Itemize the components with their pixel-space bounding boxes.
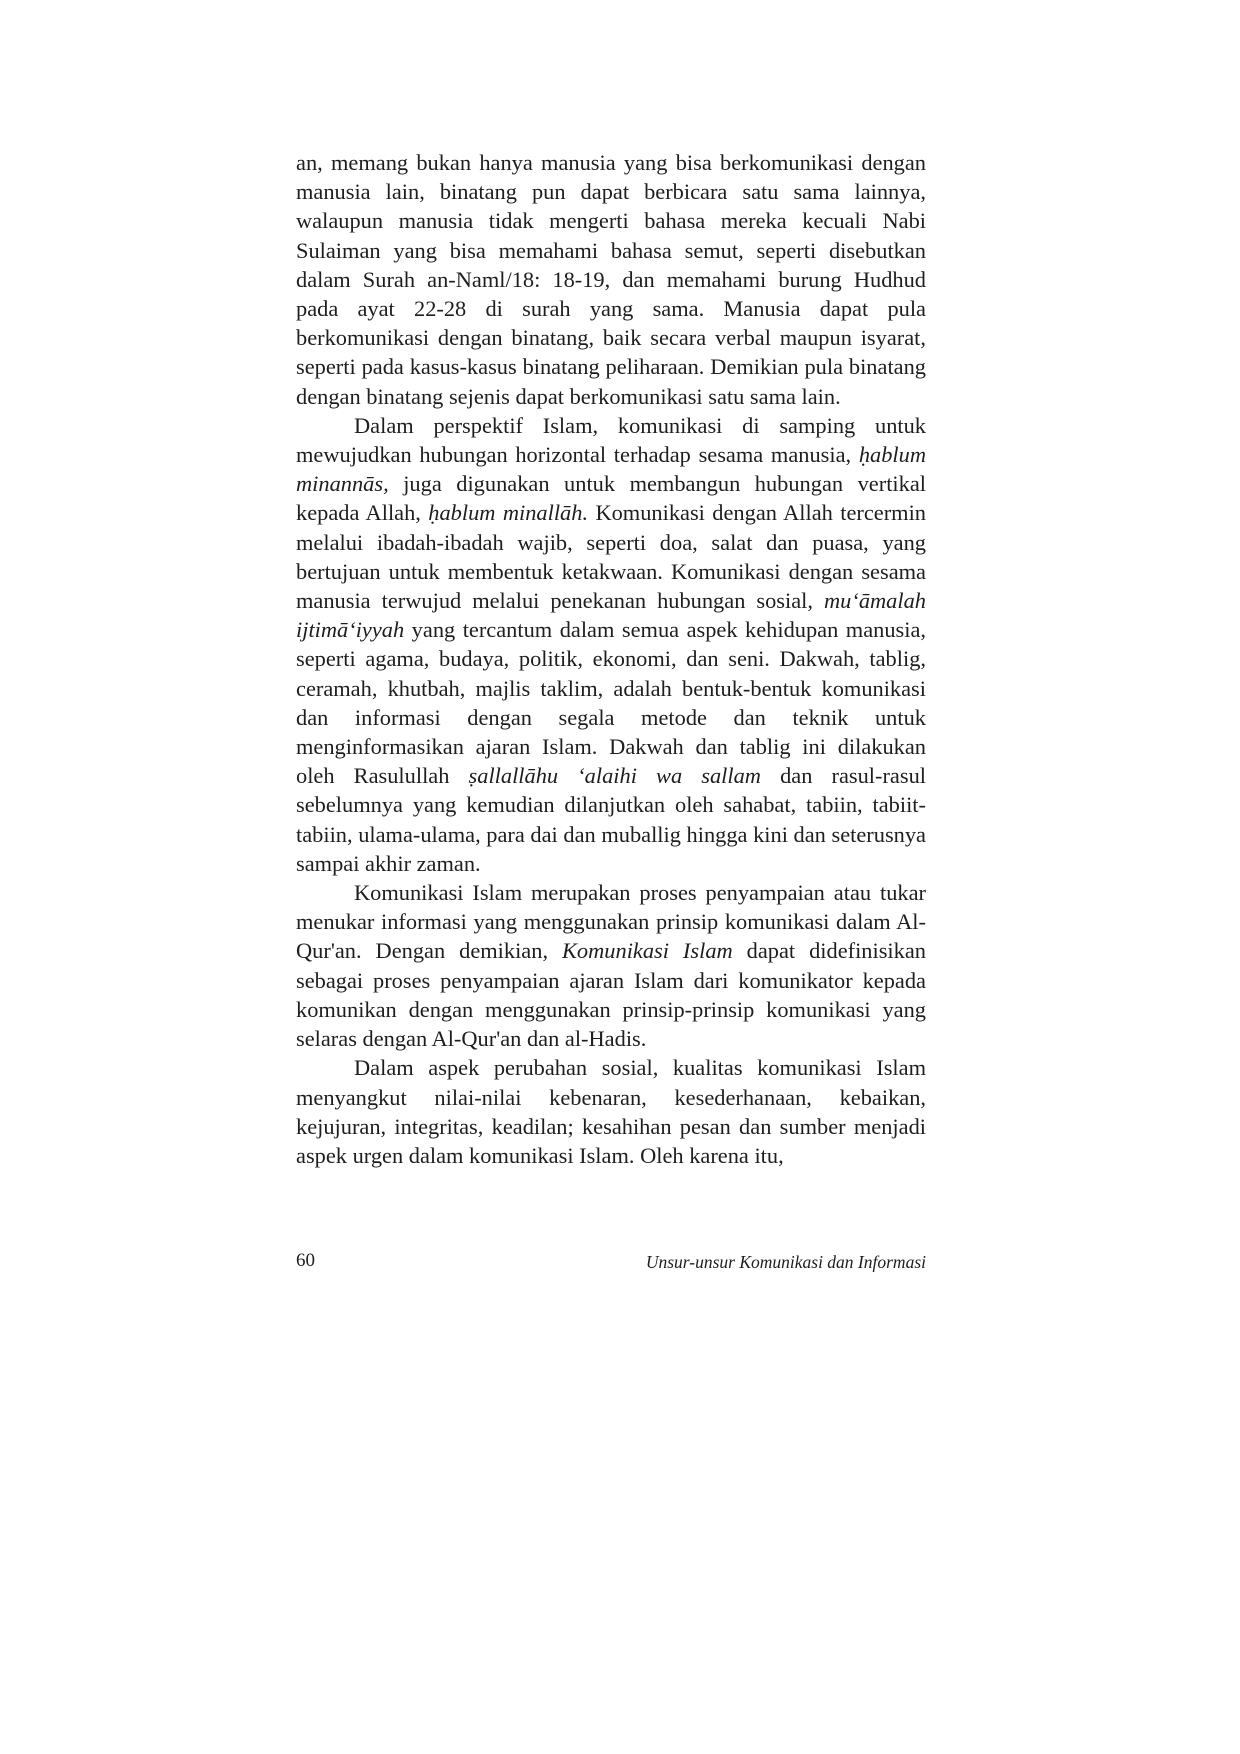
body-text — [296, 148, 926, 1170]
paragraph-3 — [296, 878, 926, 1053]
page-footer — [296, 1248, 926, 1278]
paragraph-3-part-2: dapat didefinisikan sebagai proses penyampaian ajaran Islam dari komunikator kepada komunikan dengan menggunakan prinsip-prinsip komunikasi yang selaras dengan Al-Qur'an dan al-Hadis. — [296, 938, 926, 1052]
paragraph-2-italic-4: ṣallallāhu ‘alaihi wa sallam — [468, 763, 761, 789]
running-title: Unsur-unsur Komunikasi dan Informasi — [645, 1252, 926, 1272]
paragraph-2-part-5: dan rasul-rasul sebelumnya yang kemudian dilanjutkan oleh sahabat, tabiin, tabiit-tabiin, ulama-ulama, para dai dan muballig hingga kini dan seterusnya sampai akhir zaman. — [296, 763, 927, 876]
paragraph-1-text: an, memang bukan hanya manusia yang bisa berkomunikasi dengan manusia lain, binatang pun dapat berbicara satu sama lainnya, walaupun manusia tidak mengerti bahasa mereka kecuali Nabi Sulaiman yang bisa memahami bahasa semut, seperti disebutkan dalam Surah an-Naml/18: 18-19, dan memahami burung Hudhud pada ayat 22-28 di surah yang sama. Manusia dapat pula berkomunikasi dengan binatang, baik secara verbal maupun isyarat, seperti pada kasus-kasus binatang peliharaan. Demikian pula binatang dengan binatang sejenis dapat berkomunikasi satu sama lain. — [296, 150, 926, 409]
paragraph-2 — [296, 411, 926, 878]
paragraph-2-italic-1: ḥablum minannās, — [296, 442, 926, 497]
page-number: 60 — [296, 1250, 315, 1271]
paragraph-1 — [296, 148, 926, 411]
paragraph-2-part-3: Komunikasi dengan Allah tercermin melalui ibadah-ibadah wajib, seperti doa, salat dan puasa, yang bertujuan untuk membentuk ketakwaan. Komunikasi dengan sesama manusia terwujud melalui penekanan hubungan sosial, — [296, 500, 927, 614]
paragraph-2-italic-3: mu‘āmalah ijtimā‘iyyah — [296, 588, 926, 643]
paragraph-3-italic-1: Komunikasi Islam — [562, 938, 733, 964]
paragraph-4 — [296, 1053, 926, 1170]
paragraph-2-part-2: juga digunakan untuk membangun hubungan vertikal kepada Allah, — [296, 471, 926, 526]
paragraph-4-text: Dalam aspek perubahan sosial, kualitas komunikasi Islam menyangkut nilai-nilai kebenaran, kesederhanaan, kebaikan, kejujuran, integritas, keadilan; kesahihan pesan dan sumber menjadi aspek urgen dalam komunikasi Islam. Oleh karena itu, — [296, 1055, 926, 1168]
paragraph-2-part-1: Dalam perspektif Islam, komunikasi di samping untuk mewujudkan hubungan horizontal terhadap sesama manusia, — [296, 412, 926, 468]
paragraph-3-part-1: Komunikasi Islam merupakan proses penyampaian atau tukar menukar informasi yang menggunakan prinsip komunikasi dalam Al-Qur'an. Dengan demikian, — [296, 880, 926, 964]
paragraph-2-part-4: yang tercantum dalam semua aspek kehidupan manusia, seperti agama, budaya, politik, ekonomi, dan seni. Dakwah, tablig, ceramah, khutbah, majlis taklim, adalah bentuk-bentuk komunikasi dan informasi dengan segala metode dan teknik untuk menginformasikan ajaran Islam. Dakwah dan tablig ini dilakukan oleh Rasulullah — [296, 617, 926, 789]
paragraph-2-italic-2: ḥablum minallāh. — [428, 500, 589, 526]
